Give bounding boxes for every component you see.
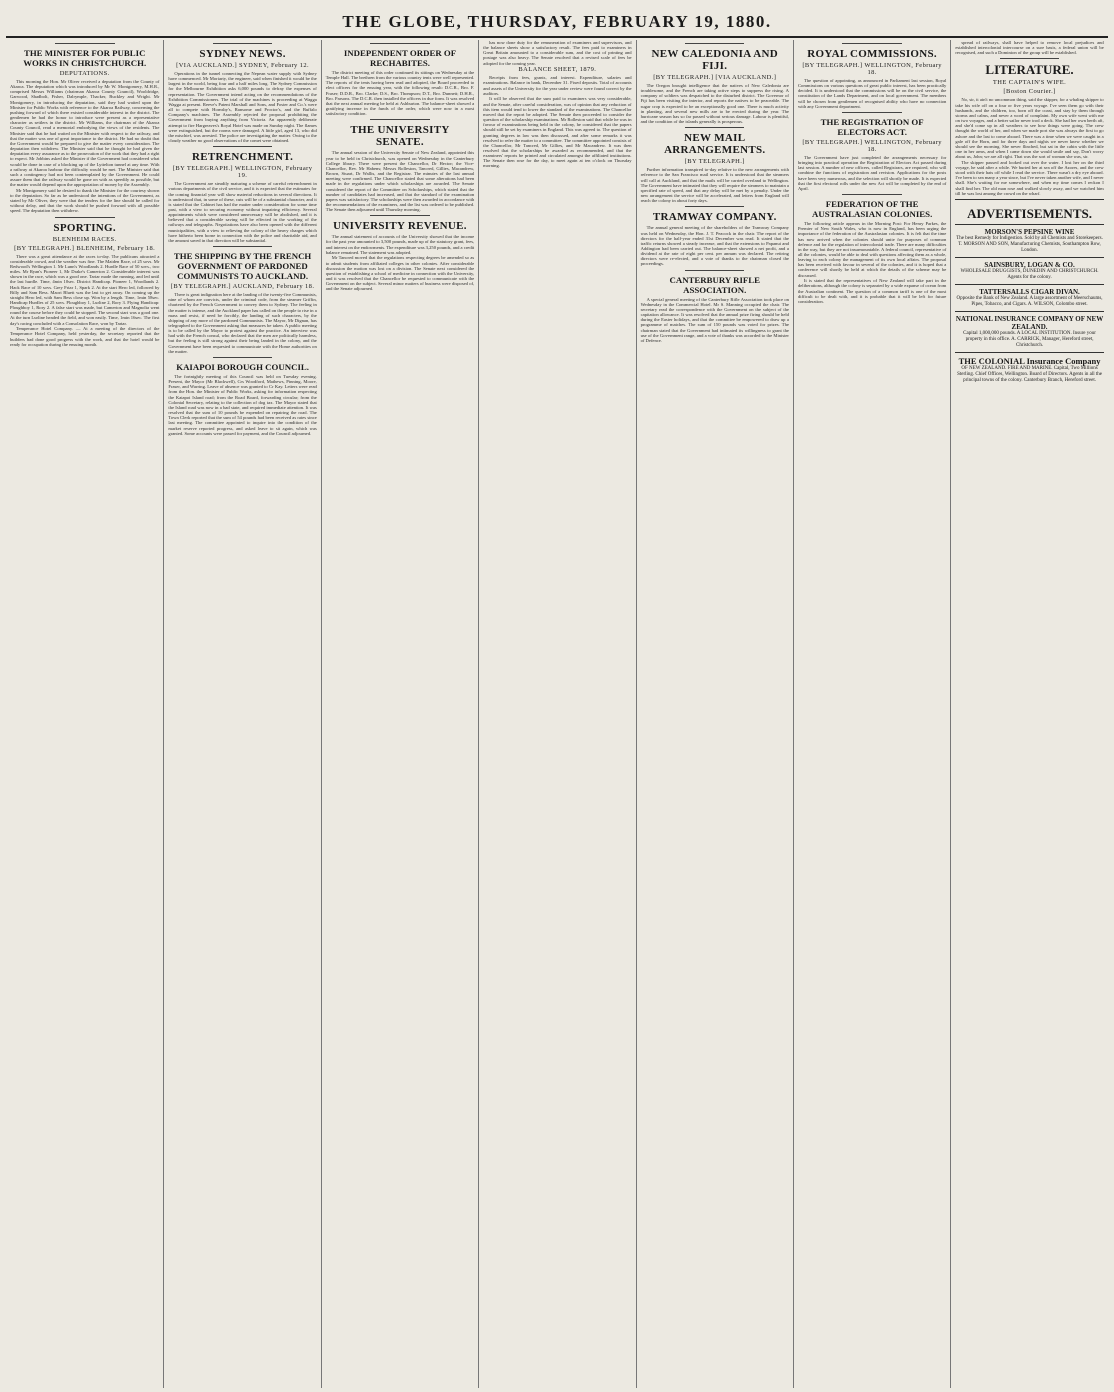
article-body (10, 79, 159, 187)
article-headline: INDEPENDENT ORDER OF RECHABITES. (343, 48, 457, 68)
article-paragraph: The annual general meeting of the shareholders of the Tramway Company was held on Wednesday, the Hon. J. T. Peacock in the chair. The report of the directors for the half-year ended 31st December was read. It stated that the traffic returns showed a steady increase, and that the extensions to Papanui and Addington had been carried out. The balance-sheet showed a net profit, and a dividend at the rate of eight per cent. per annum was declared. The retiring directors were re-elected, and a vote of thanks to the chairman closed the proceedings. (640, 225, 789, 267)
ad-body: Opposite the Bank of New Zealand. A large assortment of Meerschaums, Pipes, Tobacco, and Cigars. A. WILSON, Colombo street. (956, 295, 1103, 307)
article-body (326, 255, 474, 291)
ad-title: TATTERSALLS CIGAR DIVAN. (979, 287, 1080, 296)
article-paragraph: Operations in the tunnel connecting the Nepean water supply with Sydney have commenced. Mr Moriarty, the engineer, said when finished it would be the largest in the world, being four and a half miles long. The Sydney Commission for the Melbourne Exhibition asks 6,000 pounds to defray the expenses of representation. The Government intend acting on the recommendations of the Exhibition Commissioners. The trial of the machines is proceeding at Wagga Wagga at present. Reeve's Patent Marshall and Sons, and Foster and Co.'s were all to compete with Hornsby's, Ransome and Proctor's, and the Buffalo Company's machines. The Assembly rejected the proposal prohibiting the Government from buying anything from Victoria. An apparently deliberate attempt to fire Hargreaves's Royal Hotel was made on Sunday night. The flames were extinguished, but the rooms were damaged. A little girl, aged 13, who did the mischief, was arrested. The police are investigating the matter. Owing to the cloudy weather no good observations of the comet were obtained. (168, 71, 317, 144)
article-headline: NEW MAIL ARRANGEMENTS. (664, 132, 766, 157)
article-body (168, 71, 316, 143)
section-rule (842, 112, 901, 113)
advertisement (955, 224, 1103, 254)
article-paragraph: There was a great attendance at the races to-day. The publicans attracted a considerable crowd, and the weather was fine. The Maiden Race, of 25 sovs. Mr Redwood's Wellington 1. Mr Lunn's Woodlands 2. Hurdle Race of 50 sovs., two miles. Mr Ryan's Pioneer 1, Mr Drake's Camerton 2. Considerable interest was shown in the race, which was a good one. Tartar made the running, and led until the last hurdle. Time, 4min 10sec. District Handicap. Pioneer 1, Woodlands 2. Hack Race of 10 sovs. Grey Friar 1, Spark 2. At the start Hero led, followed by Billy and Sam Bess. Maori Bluett was the last to get away. On coming up the straight Hero led, with Sam Bess close up. Won by a length. Time, 1min 58sec. Handicap Hurdles of 25 sovs. Ploughboy 1, Lurline 2, Rory 3. Flying Handicap: Ploughboy 1, Rory 2. A false start was made, but Camerton and Magnolia went round the course before they could be stopped. The second start was a good one. At the turn Lurline headed the field, and won easily. Time, 1min 16sec. The first day's racing concluded with a Consolation Race, won by Tartar. (10, 253, 160, 326)
article-paragraph: The question of appointing, as announced in Parliament last session, Royal Commissions on various questions of great public interest, has been practically decided. It is understood that the commissions will be on the civil service, the constitution of the Lands Department, and on local government. The members will be chosen from gentlemen of recognised ability who have no connection with any Government department. (797, 78, 947, 109)
article-paragraph: It will be observed that the sum paid to examiners was very considerable, and the Senate, after careful consideration, was of opinion that any reduction of this item would tend to lower the standard of the examinations. The Chancellor moved that the report be adopted. The Senate then proceeded to consider the question of the scholarship examinations. Mr Rolleston said that while he was in favour of examinations being held in the colony, he considered that the papers should still be set by examiners in England. This was agreed to. The question of granting degrees in law was then discussed, and after some remarks it was resolved to refer the matter to a committee. The committee appointed consists of the Chancellor, Mr Tancred, Mr Gillies, and Mr Macandrew. It was then resolved that the scholarships be awarded as recommended, and that the examiners' reports be printed and circulated amongst the affiliated institutions. The Senate then rose for the day, to meet again at ten o'clock on Thursday morning. (483, 96, 632, 169)
column-2 (163, 40, 320, 1388)
article-paragraph: The district meeting of this order continued its sittings on Wednesday at the Temple Hall. The brethren from the various country tents were well represented. The reports of the tents having been read and adopted, the Board proceeded to elect officers for the ensuing year, with the following result: D.C.R., Bro. F. Fraser; D.D.R., Bro. Clarke; D.S., Bro. Thompson; D.T., Bro. Dunnett; D.H.R., Bro. Parsons. The D.C.R. then installed the officers in due form. It was resolved that the next annual meeting be held at Ashburton. The balance-sheet showed a gratifying increase in the funds of the order, which were now in a most satisfactory condition. (325, 70, 475, 117)
column-7-flow (955, 40, 1103, 196)
article-headline: ROYAL COMMISSIONS. (807, 48, 937, 60)
article-body (955, 160, 1103, 196)
article-dateline: [BY TELEGRAPH.] BLENHEIM, February 18. (14, 244, 156, 252)
article-dateline: [VIA AUCKLAND.] SYDNEY, February 12. (176, 62, 310, 69)
ad-body: Capital 1,000,000 pounds. A LOCAL INSTITUTION. Insure your property in this office. A. CARRICK, Manager, Hereford street, Christchurch. (963, 330, 1096, 348)
article-paragraph: The annual session of the University Senate of New Zealand, appointed this year to be held in Christchurch, was opened on Wednesday in the Canterbury College library. There were present the Chancellor, Dr Hector; the Vice-Chancellor, Rev. Mr Habens; Messrs Rolleston, Tancred, Gillies, Macandrew, Brown, Stuart, Dr Wallis, and the Registrar. The minutes of the last annual meeting were confirmed. The Chancellor stated that some alterations had been made in the regulations under which scholarships are awarded. The Senate considered the report of the Committee on Scholarships, which stated that the number of candidates had increased, and that the standard of the examination papers was satisfactory. The scholarships were then awarded in accordance with the recommendations of the examiners, and the list was ordered to be published. The Senate then adjourned until Thursday morning. (325, 150, 475, 213)
article-dateline: [BY TELEGRAPH.] [VIA AUCKLAND.] (653, 74, 777, 81)
article-headline: THE UNIVERSITY SENATE. (350, 124, 450, 149)
ad-title: THE COLONIAL Insurance Company (958, 355, 1101, 366)
article-paragraph: The Government have just completed the arrangements necessary for bringing into practical operation the Registration of Electors Act passed during last session. A number of new officers, called Registrars, are required, who will combine the functions of registration and revision. Applications for the posts have been very numerous, and the selection will shortly be made. It is expected that the first electoral rolls under the new Act will be completed by the end of April. (797, 154, 947, 191)
advertisement (955, 284, 1103, 308)
article-dateline: [BY TELEGRAPH.] WELLINGTON, February 18. (802, 138, 942, 153)
column-7 (950, 40, 1107, 1388)
article-paragraph: The Oregon brought intelligence that the natives of New Caledonia are troublesome, and the French are taking active steps to suppress the rising. A company of soldiers was despatched to the disturbed district. The Governor of Fiji has been visiting the interior, and reports the natives to be peaceable. The sugar crop is expected to be an exceptionally good one. There is much activity in planting, and several new mills are to be erected during the year. The hurricane season has so far passed without serious damage. Labour is plentiful, and the condition of the islands generally is prosperous. (640, 83, 789, 125)
advertisement (955, 257, 1103, 281)
article-body (955, 97, 1103, 159)
article-body (10, 254, 159, 326)
article-dateline: DEPUTATIONS. (59, 70, 110, 77)
section-rule (842, 194, 901, 195)
article-headline: FEDERATION OF THE AUSTRALASIAN COLONIES. (812, 199, 933, 220)
article-paragraph: No, sir, it ain't no uncommon thing, said the skipper, for a whaling skipper to take his wife off on a four or five years voyage. I've seen them go with their husbands, and the children, too, born off the coast, and stay by them through storms and calms, and never a word of complaint. My own wife went with me on two voyages, and a better sailor never trod a deck. She had her own berth aft, and she'd come up in all weathers to see how things were going. The crew thought the world of her, and when we made port she was always the first to go ashore and the last to come aboard. There was a time when we were caught in a gale off the Horn, and for three days and nights we never knew whether we should see the morning. She never flinched, but sat in the cabin with the little one in her arms, and when I came down she would smile and say, Don't worry about us, John; we are all right. That was the sort of woman she was, sir. (955, 97, 1104, 160)
advertisement (955, 352, 1103, 384)
article-dateline: [BY TELEGRAPH.] AUCKLAND, February 18. (170, 283, 315, 291)
article-dateline: [BY TELEGRAPH.] WELLINGTON, February 18. (802, 62, 942, 76)
ad-body: The best Remedy for Indigestion. Sold by all Chemists and Storekeepers. T. MORSON AND SON, Manufacturing Chemists, Southampton Row, London. (956, 235, 1103, 253)
ad-title: MORSON'S PEPSINE WINE (984, 227, 1075, 236)
article-dateline: [Boston Courier.] (1003, 88, 1056, 96)
section-rule (842, 43, 901, 44)
article-body (641, 225, 789, 266)
section-rule (213, 246, 272, 247)
column-1 (6, 40, 163, 1388)
article-paragraph: Receipts from fees, grants, and interest. Expenditure, salaries and examinations. Balance in bank, December 31. Fixed deposits. Total of accounts and assets of the University for the year under review were found correct by the auditors. (483, 75, 632, 96)
column-5 (636, 40, 793, 1388)
columns-container (6, 40, 1108, 1388)
article-headline: LITERATURE. (985, 62, 1074, 78)
section-rule (685, 206, 744, 207)
article-body (168, 181, 316, 243)
masthead (6, 8, 1108, 38)
article-body (798, 78, 946, 109)
article-paragraph: The annual statement of accounts of the University showed that the income for the past year amounted to 3,500 pounds, made up of the statutory grant, fees, and interest on the endowments. The expenditure was 3,250 pounds, and a credit balance remained. The statement was adopted. (325, 234, 475, 255)
article-body (168, 292, 316, 354)
article-body (10, 326, 159, 347)
article-body (483, 96, 631, 168)
article-headline: CANTERBURY RIFLE ASSOCIATION. (669, 274, 761, 295)
column-4 (478, 40, 635, 1388)
article-headline: RETRENCHMENT. (191, 151, 294, 164)
article-body (483, 40, 631, 66)
article-paragraph: The following article appears in the Morning Post: For Henry Parkes, the Premier of New South Wales, who is now in England, has been urging the importance of the federation of the Australasian colonies. It is felt that the time has now arrived when the colonies should unite for purposes of common defence and for the regulation of intercolonial trade. There are many difficulties in the way, but they are not insurmountable. A federal council, representative of all the colonies, would be able to deal with questions affecting them as a whole, leaving to each colony the management of its own local affairs. The proposal has been received with favour in several of the colonies, and it is hoped that a conference will shortly be held at which the details of the scheme may be discussed. (797, 221, 947, 278)
advertisement (955, 311, 1103, 349)
article-paragraph: There is great indignation here at the landing of the twenty-five Communists, nine of whom are convicts, under the criminal code, from the steamer Griffin, chartered by the French Government to convey them to Sydney. The feeling in the matter is intense, and the Auckland paper has called on the people to rise in a mass and resist, if need be forcibly, the landing of such characters, by the shipping of any more of the pardoned Communists. The Mayor, Mr Dignan, has telegraphed to the Government asking that measures be taken. A public meeting is to be called by the Mayor to protest against the practice. An interview was had with the French consul, who declared that the men are politically harmless, but the feeling is still strong against their being landed in the colony, and the Government have been requested to communicate with the Home authorities on the matter. (168, 292, 317, 354)
article-headline: UNIVERSITY REVENUE. (333, 220, 467, 233)
article-body (10, 188, 159, 214)
article-paragraph: Mr Montgomery said he desired to thank the Minister for the courtesy shown to the deputation. So far as he understood the intentions of the Government, as stated by Mr Oliver, they were that the tenders for the line should be called for without delay, and that the work should be pushed forward with all possible speed. The deputation then withdrew. (10, 187, 160, 214)
section-rule (370, 119, 429, 120)
article-body (168, 374, 316, 436)
article-body (326, 70, 474, 116)
article-body (483, 75, 631, 96)
section-rule (685, 127, 744, 128)
ad-body: OF NEW ZEALAND. FIRE AND MARINE. Capital, Two Millions Sterling. Chief Offices, Wellington. Board of Directors. Agents in all the principal towns of the colony. Canterbury Branch, Hereford street. (957, 365, 1103, 383)
section-rule (213, 43, 272, 44)
advertisements-title: ADVERTISEMENTS. (967, 205, 1092, 221)
article-paragraph: A special general meeting of the Canterbury Rifle Association took place on Wednesday in the Commercial Hotel. Mr S. Manning occupied the chair. The secretary read the correspondence with the Government on the subject of the capitation allowance. It was resolved that the annual prize firing should be held during the Easter holidays, and that the committee be empowered to draw up a programme of matches. The sum of 150 pounds was voted for prizes. The chairman stated that the Government had intimated its willingness to grant the use of the Government range, and a vote of thanks was accorded to the Minister of Defence. (640, 296, 789, 343)
article-headline: THE SHIPPING BY THE FRENCH GOVERNMENT OF PARDONED COMMUNISTS TO AUCKLAND. (173, 251, 312, 282)
article-headline: THE REGISTRATION OF ELECTORS ACT. (820, 116, 924, 137)
article-dateline: THE CAPTAIN'S WIFE. (992, 79, 1067, 87)
article-dateline: [BY TELEGRAPH.] (684, 158, 745, 166)
article-paragraph: Mr Tancred moved that the regulations respecting degrees be amended so as to admit students from affiliated colleges in other colonies. After considerable discussion the motion was lost on a division. The Senate next considered the question of establishing a school of medicine in connection with the University, and it was resolved that the Chancellor be requested to communicate with the Government on the subject. Several minor matters of business were disposed of, and the Senate adjourned. (325, 255, 475, 292)
ad-body: WHOLESALE DRUGGISTS, DUNEDIN AND CHRISTCHURCH. Agents for the colony. (960, 268, 1099, 280)
article-paragraph: This morning the Hon. Mr Oliver received a deputation from the County of Akaroa. The deputation which was introduced by Mr W. Montgomery, M.H.R., comprised Messrs Williams (chairman Akaroa County Council), Wooldridge, Garwood, Shadbolt, Fisher, Dalrymple, Thacker, Buckley and Wright. Mr Montgomery, in introducing the deputation, said they had waited upon the Minister for Public Works with reference to the Akaroa Railway, concerning the pushing forward of which there existed considerable interest in the district. The gentlemen he had the honor to introduce were present as a representative character as settlers in the district. Mr Williams, the chairman of the Akaroa County Council, read a memorial embodying the views of the residents. The Minister said that he had waited on the Minister with respect to the railway, and that the matter was one of great importance to the district. He had no doubt that the Government would be prepared to give the matter every consideration. The deputation then withdrew. The Minister said that he thought he had given the deputation every assurance as to the prosecution of the work that they had a right to expect. Mr Jobbins asked the Minister if the Government had considered what would be done in case of a blocking up of the Lyttelton tunnel at any time. With a railway at Akaroa harbour the difficulty would be met. The Minister said that such a contingency had not been contemplated by the Government. He could assure them that the railway would be gone on with as speedily as possible, but the matter would depend upon the appropriation of money by the Assembly. (10, 79, 160, 188)
article-headline: SYDNEY NEWS. (199, 48, 286, 60)
article-body (798, 155, 946, 191)
advertisements (955, 199, 1103, 384)
section-rule (1000, 58, 1059, 59)
article-paragraph: Further information transpired to-day relative to the new arrangements with reference to the San Francisco mail service. It is understood that the steamers will call at Auckland, and that the mails will be carried overland to Wellington. The Government have intimated that they will require the steamers to maintain a specified rate of speed, and that any delay will be met by a penalty. Under the new arrangement the service will be accelerated, and letters from England will reach the colony in about forty days. (640, 167, 789, 204)
column-6 (793, 40, 950, 1388)
article-paragraph: spread of railways, shall have helped to remove local prejudices and established intercolonial intercourse on a sure basis, a federal union will be recognised, and such a Dominion of the group will be established. (955, 40, 1104, 56)
article-paragraph: The Government are steadily maturing a scheme of careful retrenchment in various departments of the civil service, and it is expected that the estimates for the coming financial year will show material reductions in several directions. It is understood that, in some of these, cuts will be of a substantial character, and it is stated that the Cabinet has had the matter under consideration for some time past, with a view to securing economy without impairing efficiency. Several appointments which were considered unnecessary will be abolished, and it is believed that a considerable saving will be effected in the working of the railways and telegraphs. Negotiations have also been opened with the different municipalities, with a view to relieving the colony of the heavy charges which have hitherto been borne in connection with the police and charitable aid, and the amount saved in that direction will be substantial. (168, 181, 317, 243)
article-headline: KAIAPOI BOROUGH COUNCIL. (176, 361, 309, 372)
article-headline: NEW CALEDONIA AND FIJI. (651, 48, 779, 72)
article-body (641, 167, 789, 203)
article-dateline: [BY TELEGRAPH.] WELLINGTON, February 19. (172, 165, 313, 180)
article-headline: SPORTING. (53, 221, 116, 234)
article-paragraph: has now done duty for the remuneration of examiners and supervisors, and the balance sheets show a satisfactory result. The fees paid to examiners in Great Britain amounted to a considerable sum, and the cost of printing and postage was also heavy. The Senate resolved that a revised scale of fees be adopted for the coming year. (483, 40, 632, 66)
section-rule (370, 43, 429, 44)
column-3 (321, 40, 478, 1388)
article-body (798, 278, 946, 304)
article-body (326, 234, 474, 255)
article-paragraph: The skipper paused and looked out over the water. I lost her on the third voyage, he said after a while. We buried her at sea off the Azores, and the crew stood with their hats off while I read the service. There wasn't a dry eye aboard. I've been to sea many a year since, but I've never taken another wife, and I never shall. She's waiting for me somewhere, and when my time comes I reckon I shall find her. The old man rose and walked slowly away, and we watched him till he was lost among the crowd on the wharf. (955, 159, 1104, 196)
article-paragraph: The fortnightly meeting of this Council was held on Tuesday evening. Present, the Mayor (Mr Blackwell), Crs Woodford, Mathews, Pinning, Moore, Fraser, and Warring. Leave of absence was granted to Cr Kay. Letters were read from the Hon. the Minister of Public Works, asking for information respecting the Kaiapoi Island road; from the Road Board, forwarding circular; from the Colonial Secretary, relating to the collection of dog tax. The Mayor stated that the Island road was now in a bad state, and required immediate attention. It was resolved that the sum of 10 pounds be expended on repairing the road. The Town Clerk reported that the sum of 54 pounds had been received as rates since last meeting. The committee appointed to inquire into the condition of the market reserve reported progress, and asked leave to sit again, which was granted. Some accounts were passed for payment, and the Council adjourned. (168, 373, 317, 436)
section-rule (213, 357, 272, 358)
article-paragraph: It is stated that the representatives of New Zealand will take part in the deliberations, although the colony is separated by a wide expanse of ocean from the Australian continent. The question of a common tariff is one of the most difficult to be dealt with, and it is probable that it will be left for future consideration. (797, 278, 947, 304)
article-dateline: BALANCE SHEET, 1879. (518, 66, 597, 74)
article-headline: THE MINISTER FOR PUBLIC WORKS IN CHRISTCHURCH. (23, 48, 147, 68)
section-rule (213, 146, 272, 147)
article-paragraph: Temperance Hotel Company. — At a meeting of the directors of the Temperance Hotel Company, held yesterday, the secretary reported that the builders had done good progress with the work, and that the hotel would be ready for occupation during the ensuing month. (10, 326, 160, 347)
ad-title: NATIONAL INSURANCE COMPANY OF NEW ZEALAND. (955, 314, 1104, 331)
article-headline: TRAMWAY COMPANY. (652, 211, 777, 224)
article-body (955, 40, 1103, 55)
article-body (641, 297, 789, 343)
advertisements-heading (955, 199, 1103, 221)
masthead-title: THE GLOBE, THURSDAY, FEBRUARY 19, 1880. (342, 12, 772, 31)
article-body (326, 150, 474, 212)
article-dateline: BLENHEIM RACES. (52, 235, 117, 243)
section-rule (685, 270, 744, 271)
section-rule (55, 43, 115, 44)
section-rule (370, 215, 429, 216)
section-rule (55, 217, 115, 218)
section-rule (685, 43, 744, 44)
article-body (641, 83, 789, 124)
ad-title: SAINSBURY, LOGAN & CO. (984, 260, 1075, 269)
article-body (798, 221, 946, 278)
